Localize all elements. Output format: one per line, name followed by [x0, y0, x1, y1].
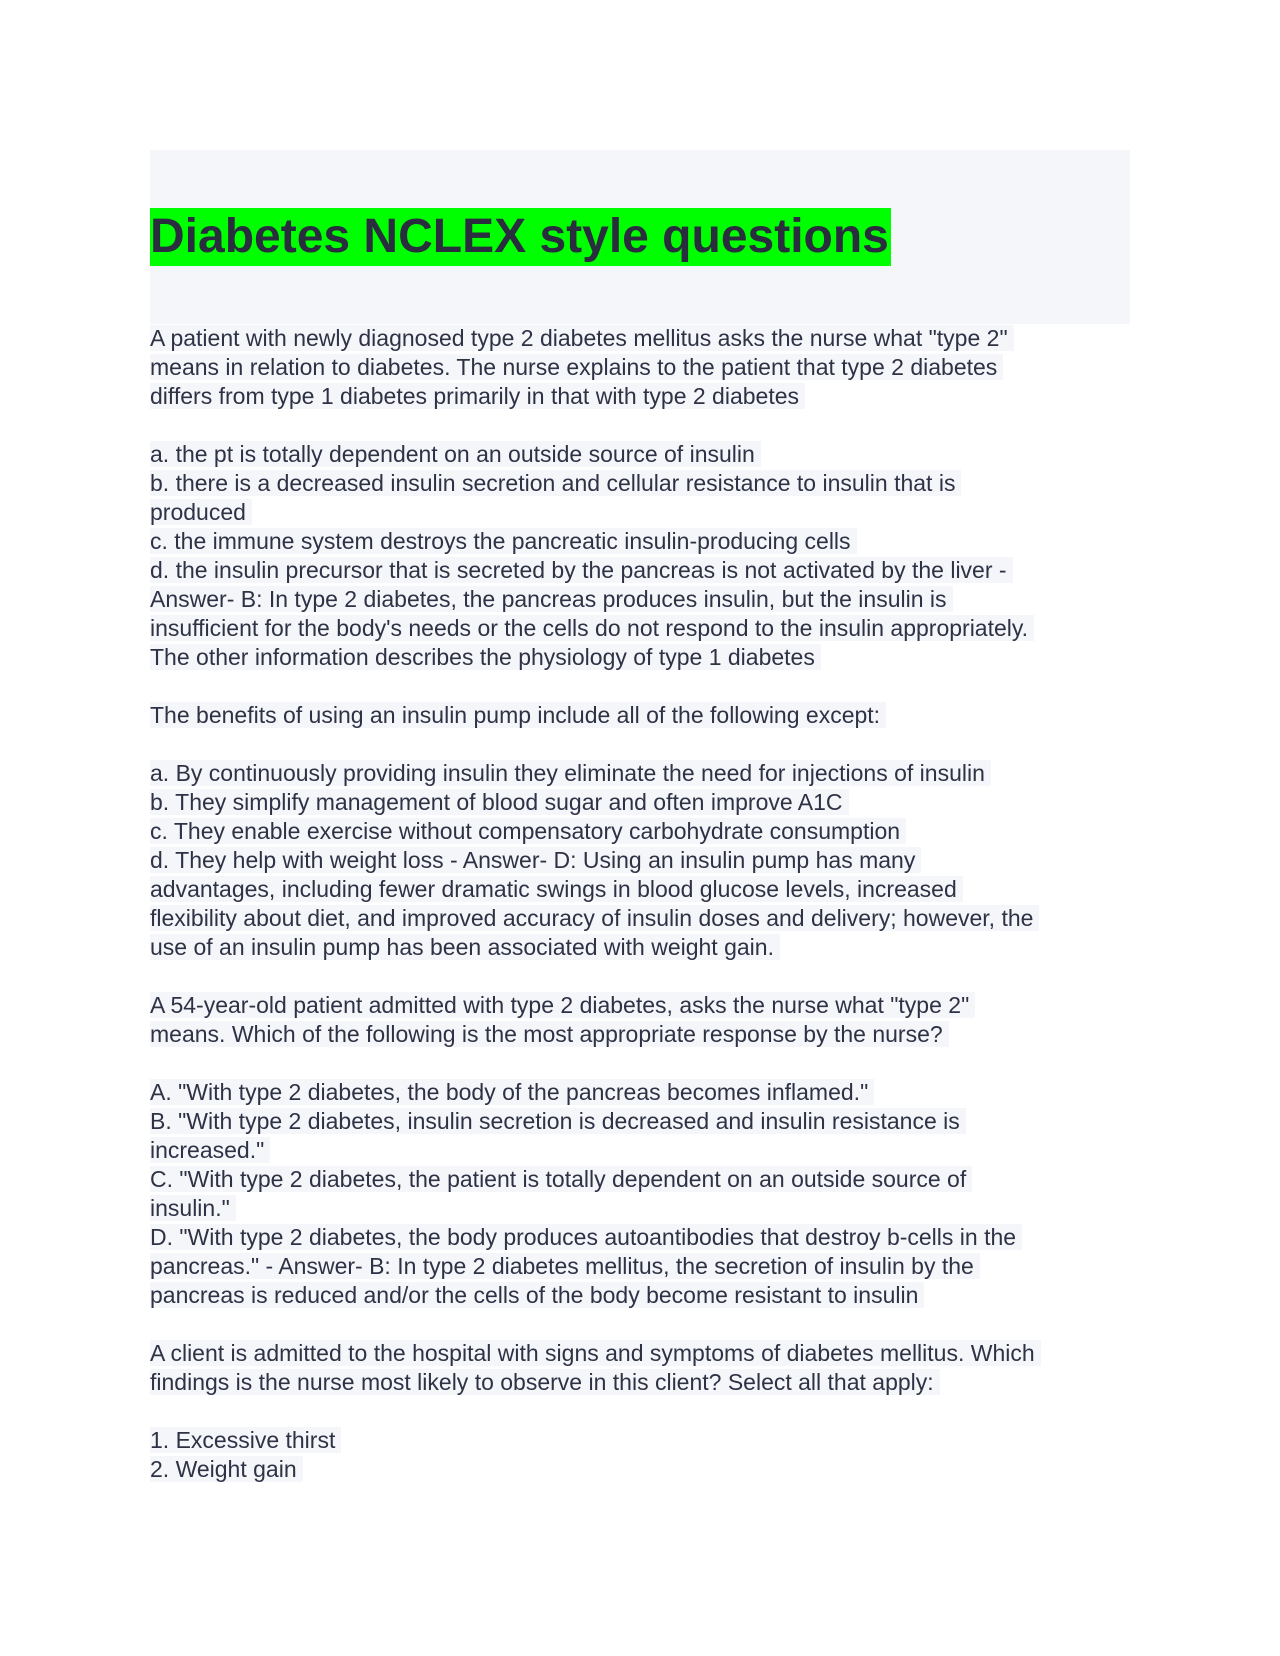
text-line-content: insufficient for the body's needs or the cells do not respond to the insulin appropriately.	[150, 615, 1034, 641]
text-line	[150, 1368, 1130, 1397]
text-line-content: flexibility about diet, and improved accuracy of insulin doses and delivery; however, the	[150, 905, 1039, 931]
text-line-content: c. the immune system destroys the pancreatic insulin-producing cells	[150, 528, 857, 554]
document-body	[150, 324, 1130, 1513]
text-line-content: d. They help with weight loss - Answer- D: Using an insulin pump has many	[150, 847, 921, 873]
text-line	[150, 759, 1130, 788]
text-line	[150, 1426, 1130, 1455]
text-line	[150, 1339, 1130, 1368]
text-line	[150, 324, 1130, 353]
text-line-content: B. "With type 2 diabetes, insulin secretion is decreased and insulin resistance is	[150, 1108, 966, 1134]
text-line	[150, 1165, 1130, 1194]
text-line-content: A. "With type 2 diabetes, the body of the pancreas becomes inflamed."	[150, 1079, 874, 1105]
paragraph	[150, 759, 1130, 962]
text-line-content: D. "With type 2 diabetes, the body produces autoantibodies that destroy b-cells in the	[150, 1224, 1022, 1250]
text-line	[150, 382, 1130, 411]
text-line-content: a. the pt is totally dependent on an outside source of insulin	[150, 441, 761, 467]
text-line	[150, 1107, 1130, 1136]
text-line-content: pancreas." - Answer- B: In type 2 diabetes mellitus, the secretion of insulin by the	[150, 1253, 980, 1279]
text-line-content: findings is the nurse most likely to observe in this client? Select all that apply:	[150, 1369, 940, 1395]
paragraph	[150, 1339, 1130, 1397]
text-line-content: produced	[150, 499, 252, 525]
text-line	[150, 1252, 1130, 1281]
text-line	[150, 1281, 1130, 1310]
text-line-content: use of an insulin pump has been associated with weight gain.	[150, 934, 780, 960]
text-line	[150, 440, 1130, 469]
text-line-content: advantages, including fewer dramatic swings in blood glucose levels, increased	[150, 876, 963, 902]
text-line	[150, 701, 1130, 730]
text-line	[150, 1194, 1130, 1223]
paragraph	[150, 1078, 1130, 1310]
text-line	[150, 875, 1130, 904]
text-line-content: The other information describes the physiology of type 1 diabetes	[150, 644, 821, 670]
text-line	[150, 498, 1130, 527]
text-line-content: 1. Excessive thirst	[150, 1427, 341, 1453]
text-line	[150, 585, 1130, 614]
text-line	[150, 1455, 1130, 1484]
text-line-content: differs from type 1 diabetes primarily in that with type 2 diabetes	[150, 383, 805, 409]
text-line	[150, 1020, 1130, 1049]
text-line-content: increased."	[150, 1137, 270, 1163]
text-line-content: 2. Weight gain	[150, 1456, 303, 1482]
paragraph	[150, 1426, 1130, 1484]
text-line	[150, 991, 1130, 1020]
text-line	[150, 1078, 1130, 1107]
text-line-content: b. They simplify management of blood sugar and often improve A1C	[150, 789, 849, 815]
text-line	[150, 469, 1130, 498]
text-line	[150, 353, 1130, 382]
text-line-content: pancreas is reduced and/or the cells of the body become resistant to insulin	[150, 1282, 924, 1308]
text-line-content: a. By continuously providing insulin they eliminate the need for injections of insulin	[150, 760, 991, 786]
text-line	[150, 556, 1130, 585]
text-line-content: d. the insulin precursor that is secreted by the pancreas is not activated by the liver -	[150, 557, 1013, 583]
title-section	[150, 150, 1130, 324]
text-line-content: b. there is a decreased insulin secretion and cellular resistance to insulin that is	[150, 470, 961, 496]
text-line-content: A client is admitted to the hospital with signs and symptoms of diabetes mellitus. Which	[150, 1340, 1041, 1366]
text-line	[150, 788, 1130, 817]
page-title: Diabetes NCLEX style questions	[150, 208, 891, 266]
paragraph	[150, 440, 1130, 672]
text-line-content: c. They enable exercise without compensatory carbohydrate consumption	[150, 818, 906, 844]
text-line	[150, 846, 1130, 875]
text-line-content: A 54-year-old patient admitted with type 2 diabetes, asks the nurse what "type 2"	[150, 992, 975, 1018]
text-line	[150, 933, 1130, 962]
paragraph	[150, 701, 1130, 730]
text-line-content: A patient with newly diagnosed type 2 diabetes mellitus asks the nurse what "type 2"	[150, 325, 1014, 351]
text-line-content: C. "With type 2 diabetes, the patient is totally dependent on an outside source of	[150, 1166, 972, 1192]
text-line-content: The benefits of using an insulin pump include all of the following except:	[150, 702, 886, 728]
text-line-content: insulin."	[150, 1195, 236, 1221]
text-line-content: means. Which of the following is the most appropriate response by the nurse?	[150, 1021, 949, 1047]
paragraph	[150, 324, 1130, 411]
text-line	[150, 817, 1130, 846]
text-line	[150, 643, 1130, 672]
text-line	[150, 614, 1130, 643]
paragraph	[150, 991, 1130, 1049]
text-line-content: Answer- B: In type 2 diabetes, the pancreas produces insulin, but the insulin is	[150, 586, 953, 612]
text-line	[150, 904, 1130, 933]
text-line	[150, 1136, 1130, 1165]
text-line-content: means in relation to diabetes. The nurse explains to the patient that type 2 diabetes	[150, 354, 1003, 380]
text-line	[150, 527, 1130, 556]
text-line	[150, 1223, 1130, 1252]
